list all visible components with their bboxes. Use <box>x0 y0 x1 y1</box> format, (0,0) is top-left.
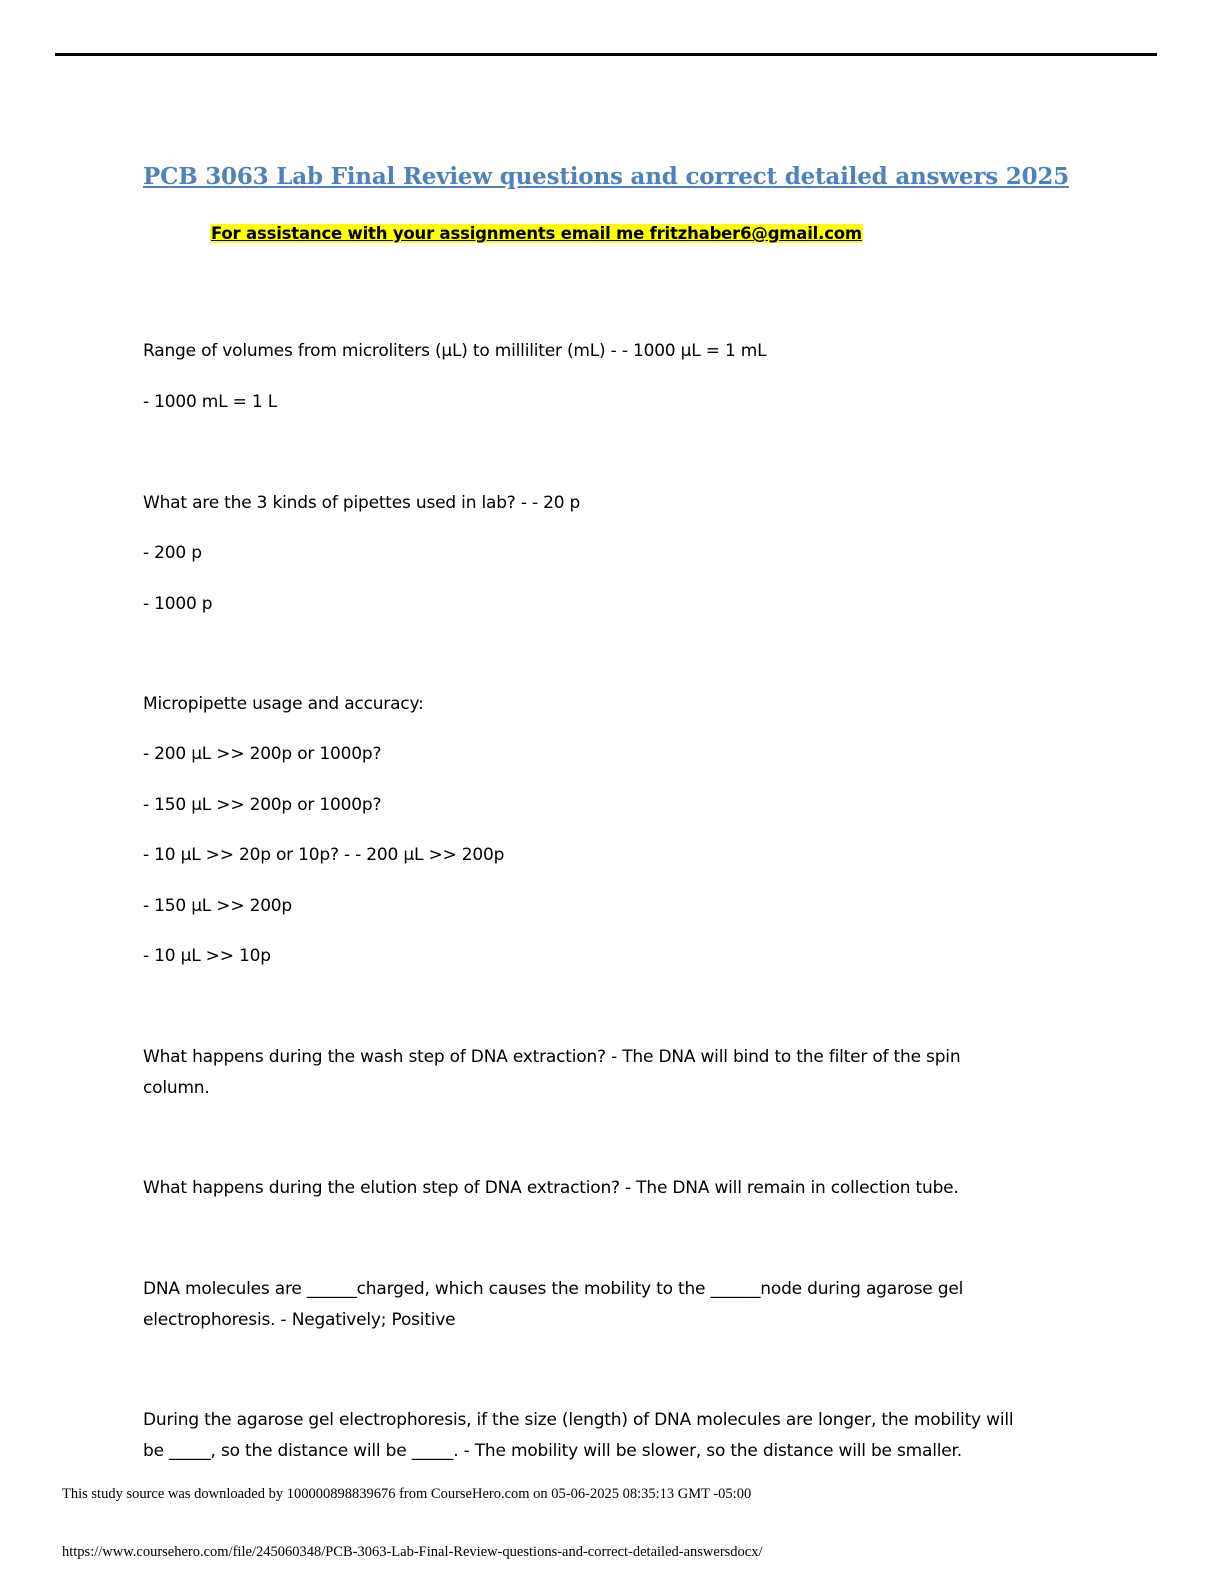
assistance-email-notice: For assistance with your assignments email me fritzhaber6@gmail.com <box>211 224 862 243</box>
source-url-link[interactable]: https://www.coursehero.com/file/245060348/PCB-3063-Lab-Final-Review-questions-and-correct-detailed-answersdocx/ <box>62 1544 763 1560</box>
text-line-pipette-1000p: - 1000 p <box>143 594 213 614</box>
text-line-micropipette-150ul: - 150 µL >> 200p or 1000p? <box>143 795 382 815</box>
text-line-wash-step-cont: column. <box>143 1078 210 1098</box>
text-line-gel-mobility-cont: be _____, so the distance will be _____. - The mobility will be slower, so the distance will be smaller. <box>143 1441 962 1461</box>
text-line-dna-charge-cont: electrophoresis. - Negatively; Positive <box>143 1310 456 1330</box>
document-title: PCB 3063 Lab Final Review questions and correct detailed answers 2025 <box>143 163 1070 190</box>
download-source-note: This study source was downloaded by 100000898839676 from CourseHero.com on 05-06-2025 08:35:13 GMT -05:00 <box>62 1486 752 1502</box>
text-line-volume-range: Range of volumes from microliters (µL) to milliliter (mL) - - 1000 µL = 1 mL <box>143 341 767 361</box>
top-horizontal-rule <box>55 53 1157 56</box>
text-line-ml-to-l: - 1000 mL = 1 L <box>143 392 277 412</box>
text-line-gel-mobility: During the agarose gel electrophoresis, if the size (length) of DNA molecules are longer, the mobility will <box>143 1410 1014 1430</box>
text-line-micropipette-200ul: - 200 µL >> 200p or 1000p? <box>143 744 382 764</box>
text-line-pipette-200p: - 200 p <box>143 543 202 563</box>
text-line-micropipette-10ul: - 10 µL >> 20p or 10p? - - 200 µL >> 200p <box>143 845 505 865</box>
text-line-answer-10ul: - 10 µL >> 10p <box>143 946 271 966</box>
text-line-wash-step: What happens during the wash step of DNA extraction? - The DNA will bind to the filter of the spin <box>143 1047 961 1067</box>
text-line-micropipette-heading: Micropipette usage and accuracy: <box>143 694 424 714</box>
text-line-answer-150ul: - 150 µL >> 200p <box>143 896 293 916</box>
text-line-pipette-question: What are the 3 kinds of pipettes used in lab? - - 20 p <box>143 493 581 513</box>
text-line-dna-charge: DNA molecules are ______charged, which causes the mobility to the ______node during agarose gel <box>143 1279 964 1299</box>
text-line-elution-step: What happens during the elution step of DNA extraction? - The DNA will remain in collection tube. <box>143 1178 959 1198</box>
